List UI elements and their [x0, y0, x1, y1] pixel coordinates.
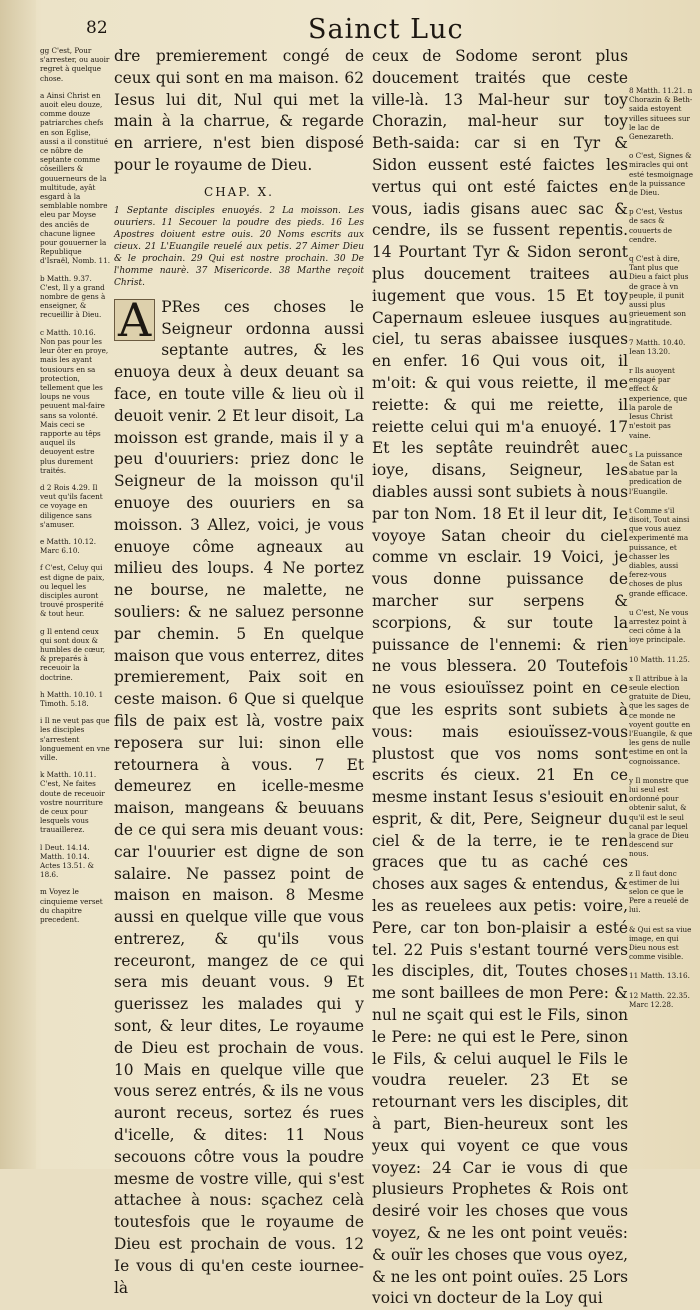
margin-note: t Comme s'il disoit, Tout ainsi que vous auez experimenté ma puissance, et chasser les diables, aussi ferez-vous choses de plus grande efficace. — [629, 505, 690, 598]
margin-note: 8 Matth. 11.21. n Chorazin & Beth-saida estoyent villes situees sur le lac de Genezareth. — [629, 86, 693, 142]
right-margin-notes — [629, 86, 693, 1086]
margin-note: b Matth. 9.37. C'est, Il y a grand nombre de gens à enseigner, & recueillir à Dieu. — [40, 273, 106, 320]
margin-note: p C'est, Vestus de sacs & couuerts de cendre. — [629, 207, 683, 244]
margin-note: 12 Matth. 22.35. Marc 12.28. — [629, 990, 690, 1009]
margin-note: l Deut. 14.14. Matth. 10.14. Actes 13.51. & 18.6. — [40, 842, 94, 880]
binding-shadow — [0, 0, 36, 1169]
left-text-after-chapter — [114, 292, 364, 1300]
margin-note: z Il faut donc estimer de lui selon ce que le Pere a reuelé de lui. — [629, 868, 689, 915]
margin-note: h Matth. 10.10. 1 Timoth. 5.18. — [40, 689, 104, 708]
margin-note: & Qui est sa viue image, en qui Dieu nous est comme visible. — [629, 924, 692, 962]
margin-note: o C'est, Signes & miracles qui ont esté tesmoignage de la puissance de Dieu. — [629, 151, 694, 198]
left-text-before-chapter: dre premierement congé de ceux qui sont en ma maison. 62 Iesus lui dit, Nul qui met la main à la charrue, & regarde en arriere, n'est bien disposé pour le royaume de Dieu. — [114, 47, 364, 174]
margin-note: 7 Matth. 10.40. Iean 13.20. — [629, 337, 686, 356]
margin-note: g Il entend ceux qui sont doux & humbles de cœur, & preparés à receuoir la doctrine. — [40, 626, 106, 682]
left-margin-notes — [40, 46, 110, 1146]
margin-note: f C'est, Celuy qui est digne de paix, ou lequel les disciples auront trouvé prosperité & tout heur. — [40, 563, 105, 619]
margin-note: 11 Matth. 13.16. — [629, 971, 690, 981]
right-body-text: ceux de Sodome seront plus doucement traités que ceste ville-là. 13 Mal-heur sur toy Chorazin, mal-heur sur toy Beth-saida: car si en Tyr & Sidon eussent esté faictes les vertus qui ont esté faictes en vous, iadis gisans auec sac & cendre, ils se fussent repentis. 14 Pourtant Tyr & Sidon seront plus doucement traitees au iugement que vous. 15 Et toy Capernaum esleuee iusques au ciel, tu seras abaissee iusques en enfer. 16 Qui vous oit, il m'oit: & qui vous reiette, il me reiette: & qui me reiette, il reiette celui qui m'a enuoyé. 17 Et les septâte reuindrêt auec ioye, disans, Seigneur, les diables aussi sont subiets à nous par ton Nom. 18 Et il leur dit, Ie voyoye Satan cheoir du ciel comme vn esclair. 19 Voici, je vous donne puissance de marcher sur serpens & scorpions, & sur toute la puissance de l'ennemi: & rien ne vous blessera. 20 Toutefois ne vous esiouïssez point en ce que les esprits sont subiets à vous: mais esiouïssez-vous plustost que vos noms sont escrits és cieux. 21 En ce mesme instant Iesus s'esiouit en esprit, & dit, Pere, Seigneur du ciel & de la terre, ie te ren graces que tu as caché ces choses aux sages & entendus, & les as reuelees aux petis: voire, Pere, car ton bon-plaisir a esté tel. 22 Puis s'estant tourné vers les disciples, dit, Toutes choses me sont baillees de mon Pere: & nul ne sçait qui est le Fils, sinon le Pere: ne qui est le Pere, sinon le Fils, & celui auquel le Fils le voudra reueler. 23 Et se retournant vers les disciples, dit à part, Bien-heureux sont les yeux qui voyent ce que vous voyez: 24 Car ie vous di que plusieurs Prophetes & Rois ont desiré voir les choses que vous voyez, & ne les ont point veuës: & ouïr les choses que vous oyez, & ne les ont point ouïes. 25 Lors voici vn docteur de la Loy qui — [372, 47, 628, 1308]
left-body-text: PRes ces choses le Seigneur ordonna aussi septante autres, & les enuoya deux à deux deuant sa face, en toute ville & lieu où il deuoit venir. 2 Et leur disoit, La moisson est grande, mais il y a peu d'ouuriers: priez donc le Seigneur de la moisson qu'il enuoye des ouuriers en sa moisson. 3 Allez, voici, je vous enuoye côme agneaux au milieu des loups. 4 Ne portez ne bourse, ne malette, ne souliers: & ne saluez personne par chemin. 5 En quelque maison que vous enterrez, dites premierement, Paix soit en ceste maison. 6 Que si quelque fils de paix est là, vostre paix reposera sur lui: sinon elle retournera à vous. 7 Et demeurez en icelle-mesme maison, mangeans & beuuans de ce qui sera mis deuant vous: car l'ouurier est digne de son salaire. Ne passez point de maison en maison. 8 Mesme aussi en quelque ville que vous entrerez, & qu'ils vous receuront, mangez de ce qui sera mis deuant vous. 9 Et guerissez les malades qui y sont, & leur dites, Le royaume de Dieu est prochain de vous. 10 Mais en quelque ville que vous serez entrés, & ils ne vous auront receus, sortez és rues d'icelle, & dites: 11 Nous secouons côtre vous la poudre mesme de vostre ville, qui s'est attachee à nous: sçachez celà toutesfois que le royaume de Dieu est prochain de vous. 12 Ie vous di qu'en ceste iournee-là — [114, 297, 364, 1297]
margin-note: s La puissance de Satan est abatue par la predication de l'Euangile. — [629, 449, 683, 496]
margin-note: i Il ne veut pas que les disciples s'arrestent longuement en vne ville. — [40, 716, 110, 763]
margin-note: k Matth. 10.11. C'est, Ne faites doute de receuoir vostre nourriture de ceux pour lesquels vous trauaillerez. — [40, 770, 105, 835]
ornamental-initial: A — [114, 299, 155, 341]
page-number: 82 — [86, 18, 108, 38]
margin-note: q C'est à dire, Tant plus que Dieu a faict plus de grace à vn peuple, il punit aussi plus grieuement son ingratitude. — [629, 254, 689, 328]
margin-note: gg C'est, Pour s'arrester, ou auoir regret à quelque chose. — [40, 46, 110, 83]
margin-note: e Matth. 10.12. Marc 6.10. — [40, 536, 97, 556]
margin-note: m Voyez le cinquieme verset du chapitre precedent. — [40, 887, 103, 925]
chapter-summary: 1 Septante disciples enuoyés. 2 La moisson. Les ouuriers. 11 Secouer la poudre des pieds. 16 Les Apostres doiuent estre ouis. 20 Noms escrits aux cieux. 21 L'Euangile reuelé aux petis. 27 Aimer Dieu & le prochain. 29 Qui est nostre prochain. 30 De l'homme naurè. 37 Misericorde. 38 Marthe reçoit Christ. — [114, 205, 364, 288]
margin-note: u C'est, Ne vous arrestez point à ceci côme à la ioye principale. — [629, 607, 689, 645]
margin-note: a Ainsi Christ en auoit eleu douze, comme douze patriarches chefs en son Eglise, aussi a il constitué ce nôbre de septante comme côseillers & gouuerneurs de la multitude, ayât esgard à la semblable nombre eleu par Moyse des anciês de chacune lignee pour gouuerner la Republique d'Israël, Nomb. 11. — [40, 90, 110, 266]
margin-note: y Il monstre que lui seul est ordonné pour obtenir salut, & qu'il est le seul canal par lequel la grace de Dieu descend sur nous. — [629, 775, 689, 859]
margin-note: d 2 Rois 4.29. Il veut qu'ils facent ce voyage en diligence sans s'amuser. — [40, 482, 103, 529]
margin-note: c Matth. 10.16. Non pas pour les leur ôter en proye, mais les ayant tousiours en sa protection, tellement que les loups ne vous peuuent mal-faire sans sa volonté. Mais ceci se rapporte au têps auquel ils deuoyent estre plus durement traités. — [40, 327, 109, 475]
running-title: Sainct Luc — [308, 14, 464, 45]
chapter-heading: CHAP. X. — [204, 184, 274, 199]
left-text-column — [114, 46, 364, 1297]
margin-note: r Ils auoyent engagé par effect & experience, que la parole de Iesus Christ n'estoit pas vaine. — [629, 366, 688, 440]
right-text-column — [372, 46, 628, 1308]
margin-note: 10 Matth. 11.25. — [629, 654, 690, 664]
margin-note: x Il attribue à la seule election gratuite de Dieu, que les sages de ce monde ne voyent goutte en l'Euangile, & que les gens de nulle estime en ont la cognoissance. — [629, 673, 693, 766]
